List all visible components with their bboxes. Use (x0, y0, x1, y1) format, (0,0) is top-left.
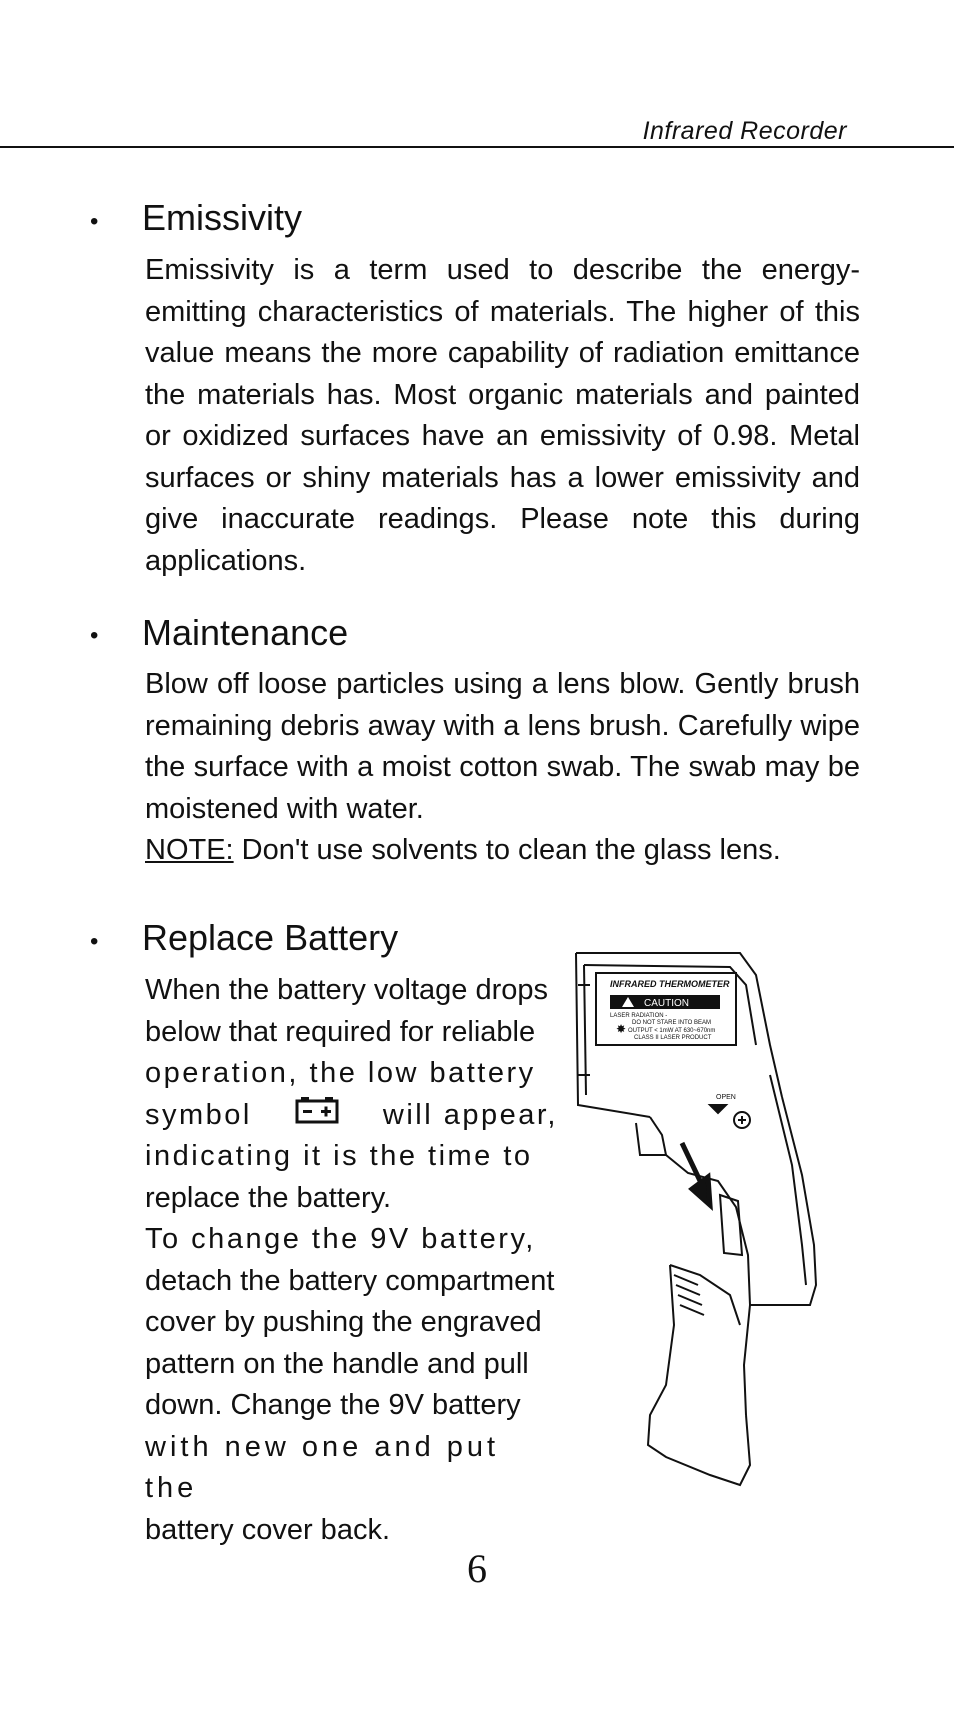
paragraph-maintenance (145, 664, 860, 872)
battery-symbol-word: symbol (145, 1098, 252, 1131)
thermometer-drawing (570, 945, 850, 1495)
thermometer-illustration (570, 945, 850, 1500)
battery-line: cover by pushing the engraved (145, 1306, 542, 1338)
open-label: OPEN (716, 1094, 736, 1101)
maintenance-note (145, 830, 860, 872)
battery-line: replace the battery. (145, 1181, 392, 1214)
bullet-battery: • (90, 928, 99, 955)
heading-maintenance: Maintenance (142, 612, 349, 653)
heading-emissivity: Emissivity (142, 197, 302, 238)
battery-symbol-rest: will appear, (382, 1098, 558, 1131)
paragraph-emissivity-text: Emissivity is a term used to describe the energy-emitting characteristics of materials. The higher of this value means the more capability of radiation emittance the materials has. Most organic materials and painted or oxidized surfaces have an emissivity of 0.98. Metal surfaces or shiny materials has a lower emissivity and give inaccurate readings. Please note this during applications. (145, 254, 860, 577)
battery-line: detach the battery compartment (145, 1264, 555, 1297)
paragraph-maintenance-text: Blow off loose particles using a lens blow. Gently brush remaining debris away with a lens brush. Carefully wipe the surface with a moist cotton swab. The swab may be moistened with water. (145, 668, 860, 825)
battery-line-symbol (145, 1095, 558, 1137)
laser-star-icon: ✸ (616, 1022, 627, 1036)
paragraph-battery (145, 970, 558, 1551)
battery-line: operation, the low battery (145, 1057, 536, 1089)
battery-line: with new one and put the (145, 1430, 500, 1504)
header-rule (0, 146, 954, 148)
label-title: INFRARED THERMOMETER (610, 979, 730, 989)
battery-line: When the battery voltage drops (145, 974, 549, 1006)
battery-line: indicating it is the time to (145, 1140, 533, 1172)
battery-line: pattern on the handle and pull (145, 1347, 529, 1380)
note-text: Don't use solvents to clean the glass lens. (233, 834, 781, 866)
battery-line: To change the 9V battery, (145, 1223, 536, 1255)
label-stare: DO NOT STARE INTO BEAM (632, 1020, 712, 1026)
heading-battery: Replace Battery (142, 917, 399, 958)
battery-line: battery cover back. (145, 1513, 390, 1546)
label-output: OUTPUT < 1mW AT 630~670nm (628, 1028, 716, 1034)
battery-line: below that required for reliable (145, 1015, 536, 1048)
label-radiation: LASER RADIATION - (610, 1013, 668, 1019)
battery-line: down. Change the 9V battery (145, 1389, 521, 1421)
label-caution: CAUTION (644, 998, 689, 1009)
page-number: 6 (467, 1546, 487, 1591)
battery-icon (295, 1095, 339, 1137)
running-header: Infrared Recorder (642, 117, 847, 145)
bullet-emissivity: • (90, 208, 99, 235)
note-label: NOTE: (145, 834, 234, 866)
paragraph-emissivity (145, 250, 860, 582)
bullet-maintenance: • (90, 622, 99, 649)
label-class: CLASS II LASER PRODUCT (634, 1035, 712, 1041)
